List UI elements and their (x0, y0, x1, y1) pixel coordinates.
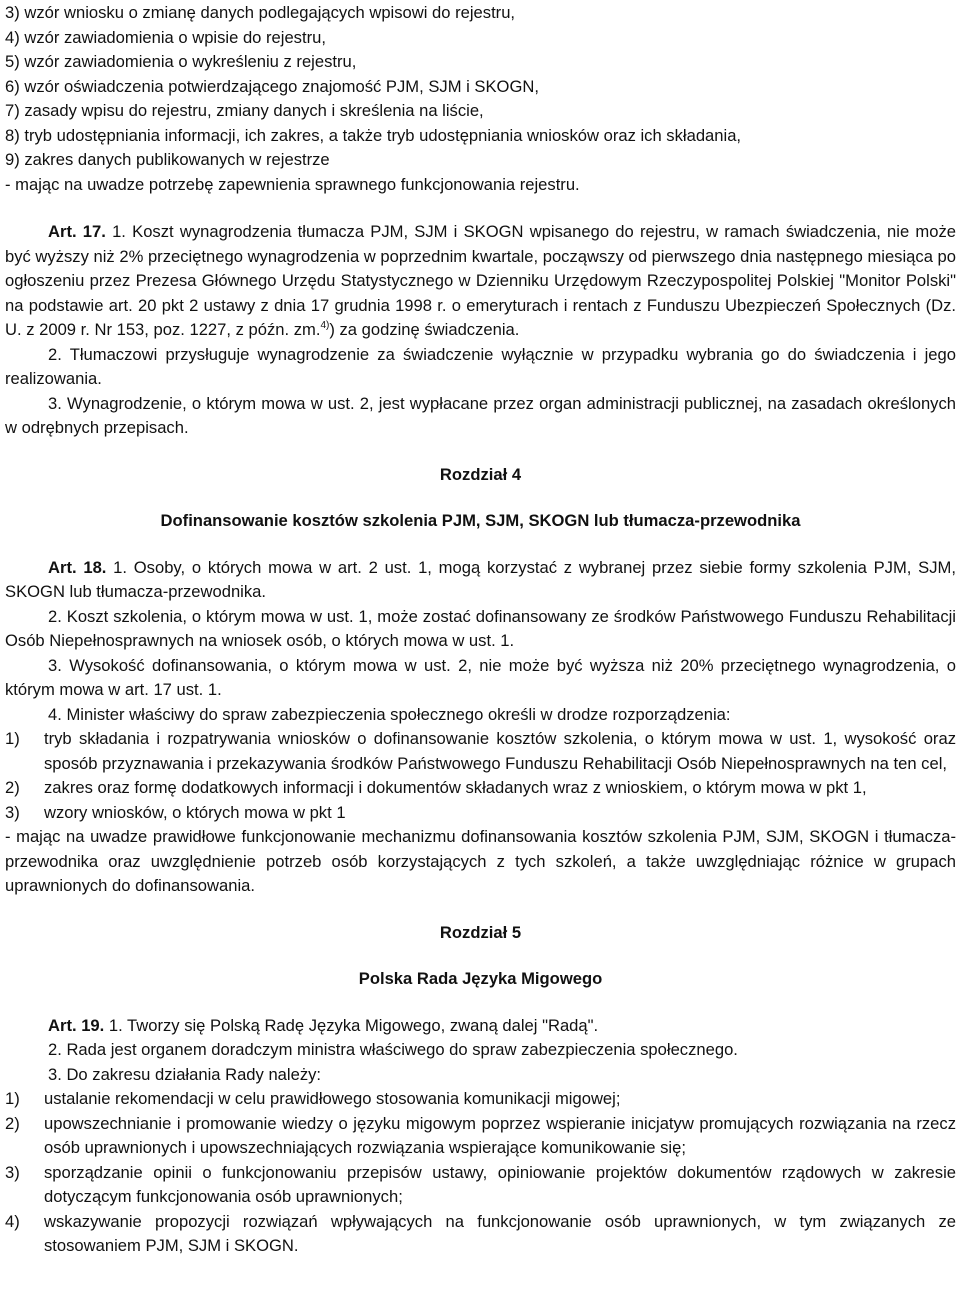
chapter-4-heading: Rozdział 4 (439, 464, 522, 484)
list-item (5, 1161, 956, 1210)
article-label: Art. 19. (48, 1015, 105, 1035)
article-18-paragraph-4: 4. Minister właściwy do spraw zabezpieczenia społecznego określi w drodze rozporządzenia: (48, 704, 731, 724)
chapter-4-title: Dofinansowanie kosztów szkolenia PJM, SJM, SKOGN lub tłumacza-przewodnika (160, 511, 801, 530)
list-number: 2) (5, 1113, 20, 1133)
list-number: 1) (5, 729, 20, 748)
list-text: wskazywanie propozycji rozwiązań wpływających na funkcjonowanie osób uprawnionych, w tym związanych ze stosowaniem PJM, SJM i SKOGN. (44, 1211, 956, 1255)
footnote-ref: 4) (320, 320, 330, 331)
article-label: Art. 17. (48, 222, 106, 241)
list-item: 9) zakres danych publikowanych w rejestrze (5, 150, 330, 169)
article-17-paragraph-1 (5, 220, 956, 343)
chapter-5-title: Polska Rada Języka Migowego (358, 969, 603, 988)
list-item (5, 801, 956, 826)
article-17-paragraph-3: 3. Wynagrodzenie, o którym mowa w ust. 2, jest wypłacane przez organ administracji publicznej, na zasadach określonych w odrębnych przepisach. (5, 393, 956, 437)
article-19-paragraph-2: 2. Rada jest organem doradczym ministra właściwego do spraw zabezpieczenia społecznego. (48, 1040, 738, 1059)
list-number: 1) (5, 1089, 20, 1108)
list-item (5, 1112, 956, 1161)
list-number: 3) (5, 802, 20, 822)
list-item: 6) wzór oświadczenia potwierdzającego znajomość PJM, SJM i SKOGN, (5, 76, 539, 96)
document-page (5, 1, 956, 1259)
list-number: 4) (5, 1211, 20, 1231)
paragraph-text: 1. Osoby, o których mowa w art. 2 ust. 1, mogą korzystać z wybranej przez siebie formy szkolenia PJM, SJM, SKOGN lub tłumacza-przewodnika. (5, 557, 956, 601)
article-18-paragraph-1 (5, 556, 956, 605)
list-text: tryb składania i rozpatrywania wniosków o dofinansowanie kosztów szkolenia, o którym mowa w ust. 1, wysokość oraz sposób przyznawania i przekazywania środków Państwowego Funduszu Rehabilitacji Osób Niepełnosprawnych na ten cel, (44, 729, 956, 773)
paragraph-text-end: ) za godzinę świadczenia. (329, 320, 520, 339)
article-18-tail: - mając na uwadze prawidłowe funkcjonowanie mechanizmu dofinansowania kosztów szkolenia PJM, SJM, SKOGN i tłumacza-przewodnika oraz uwzględnienie potrzeb osób korzystających z tych szkoleń, a także uwzględniając różnice w grupach uprawnionych do dofinansowania. (5, 827, 956, 895)
article-17-paragraph-2: 2. Tłumaczowi przysługuje wynagrodzenie za świadczenie wyłącznie w przypadku wybrania go do świadczenia i jego realizowania. (5, 344, 956, 388)
list-item (5, 1087, 956, 1112)
list-number: 3) (5, 1162, 20, 1182)
list-item: 5) wzór zawiadomienia o wykreśleniu z rejestru, (5, 52, 357, 71)
list-item (5, 776, 956, 801)
list-item (5, 1210, 956, 1259)
list-number: 2) (5, 778, 20, 797)
list-tail: - mając na uwadze potrzebę zapewnienia sprawnego funkcjonowania rejestru. (5, 174, 580, 194)
list-item: 4) wzór zawiadomienia o wpisie do rejestru, (5, 27, 326, 47)
article-label: Art. 18. (48, 557, 107, 577)
list-item: 8) tryb udostępniania informacji, ich zakres, a także tryb udostępniania wniosków oraz ich składania, (5, 125, 742, 145)
list-text: zakres oraz formę dodatkowych informacji i dokumentów składanych wraz z wnioskiem, o którym mowa w pkt 1, (44, 778, 867, 797)
article-19-paragraph-3: 3. Do zakresu działania Rady należy: (48, 1064, 322, 1084)
article-18-paragraph-2: 2. Koszt szkolenia, o którym mowa w ust. 1, może zostać dofinansowany ze środków Państwowego Funduszu Rehabilitacji Osób Niepełnosprawnych na wniosek osób, o których mowa w ust. 1. (5, 606, 956, 650)
list-item: 3) wzór wniosku o zmianę danych podlegających wpisowi do rejestru, (5, 3, 516, 22)
list-text: upowszechnianie i promowanie wiedzy o języku migowym poprzez wspieranie inicjatyw promujących rozwiązania na rzecz osób uprawnionych i upowszechniających rozwiązania wspierające komunikowanie się; (44, 1113, 956, 1157)
article-19 (5, 1014, 956, 1259)
list-item (5, 727, 956, 776)
chapter-5-heading: Rozdział 5 (439, 922, 522, 942)
paragraph-text: 1. Koszt wynagrodzenia tłumacza PJM, SJM i SKOGN wpisanego do rejestru, w ramach świadczenia, nie może być wyższy niż 2% przeciętnego wynagrodzenia w poprzednim kwartale, począwszy od pierwszego dnia następnego miesiąca po ogłoszeniu przez Prezesa Głównego Urzędu Statystycznego w Dzienniku Urzędowym Rzeczypospolitej Polskiej "Monitor Polski" na podstawie art. 20 pkt 2 ustawy z dnia 17 grudnia 1998 r. o emeryturach i rentach z Funduszu Ubezpieczeń Społecznych (Dz. U. z 2009 r. Nr 153, poz. 1227, z późn. zm. (5, 222, 956, 339)
list-text: ustalanie rekomendacji w celu prawidłowego stosowania komunikacji migowej; (44, 1089, 621, 1108)
list-text: wzory wniosków, o których mowa w pkt 1 (44, 802, 346, 822)
article-18 (5, 556, 956, 899)
list-text: sporządzanie opinii o funkcjonowaniu przepisów ustawy, opiniowanie projektów dokumentów rządowych w zakresie dotyczącym funkcjonowania osób uprawnionych; (44, 1162, 956, 1206)
list-item: 7) zasady wpisu do rejestru, zmiany danych i skreślenia na liście, (5, 101, 484, 120)
article-18-paragraph-3: 3. Wysokość dofinansowania, o którym mowa w ust. 2, nie może być wyższa niż 20% przeciętnego wynagrodzenia, o którym mowa w art. 17 ust. 1. (5, 655, 956, 699)
article-19-paragraph-1 (5, 1014, 956, 1039)
article-17 (5, 220, 956, 441)
list-top (5, 1, 956, 197)
paragraph-text: 1. Tworzy się Polską Radę Języka Migowego, zwaną dalej "Radą". (108, 1015, 599, 1035)
